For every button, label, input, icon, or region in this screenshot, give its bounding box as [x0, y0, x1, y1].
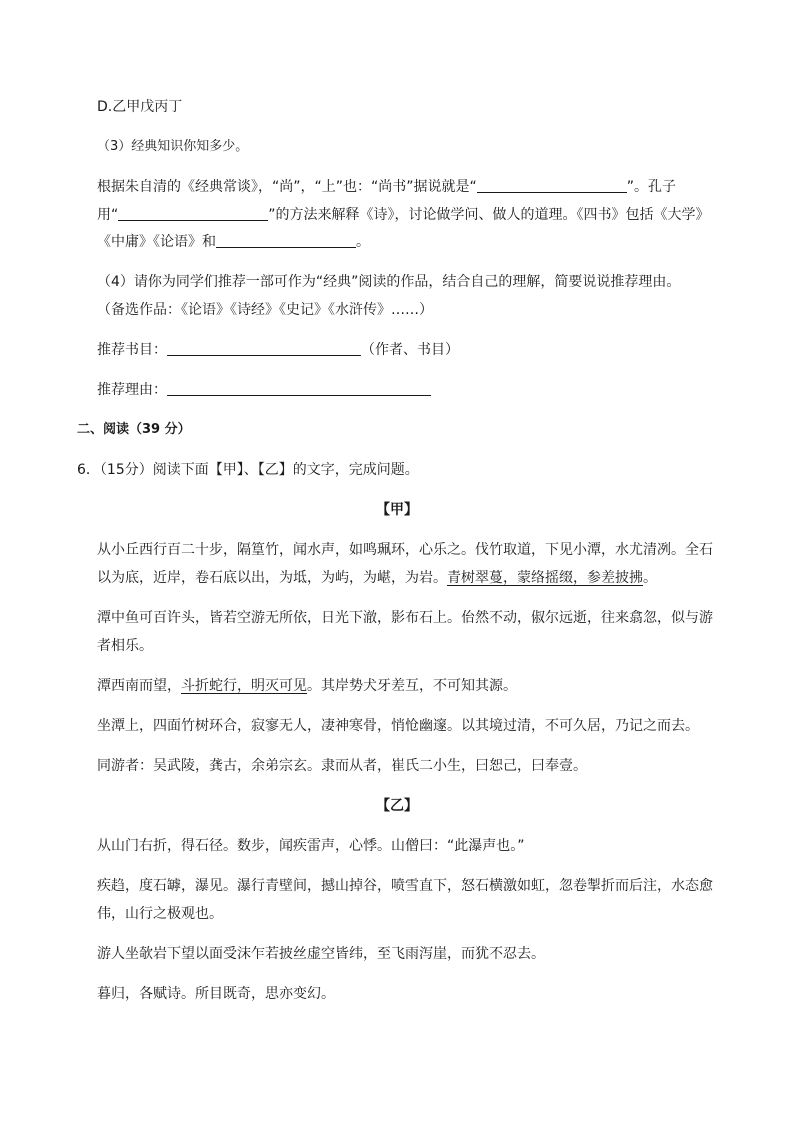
yi-p3: 游人坐欹岩下望以面受沫乍若披丝虚空皆纬，至飞雨泻崖，而犹不忍去。 — [97, 946, 545, 962]
answer-blank-book[interactable] — [167, 341, 361, 356]
book-label: 推荐书目： — [97, 342, 167, 358]
text: 以为底，近岸，卷石底以出，为坻，为屿，为嵁，为岩。 — [97, 570, 447, 586]
jia-p2-line-2: 者相乐。 — [97, 638, 153, 654]
text: 。 — [643, 570, 657, 586]
text: 用“ — [97, 207, 119, 223]
reason-label: 推荐理由： — [97, 382, 167, 398]
sub-question-3-line-2 — [97, 205, 710, 225]
answer-blank-reason[interactable] — [167, 381, 431, 396]
book-suffix: （作者、书目） — [361, 342, 459, 358]
text: 潭西南而望， — [97, 678, 181, 694]
sub-question-3-label: （3）经典知识你知多少。 — [97, 139, 249, 154]
section-title: 二、阅读（39 分） — [77, 422, 191, 437]
passage-jia-title: 【甲】 — [376, 502, 418, 518]
text: 根据朱自清的《经典常谈》，“尚”，“上”也：“尚书”据说就是“ — [97, 179, 477, 195]
text: 。其岸势犬牙差互，不可知其源。 — [307, 678, 517, 694]
yi-p4: 暮归，各赋诗。所目既奇，思亦变幻。 — [97, 986, 335, 1002]
text: 。 — [356, 234, 370, 250]
answer-blank-four-books[interactable] — [216, 233, 356, 248]
yi-p2-line-1: 疾趋，度石罅，瀑见。瀑行青壁间，撼山掉谷，喷雪直下，怒石横激如虹，忽卷掣折而后注，水态愈 — [97, 878, 713, 894]
sub-question-3-line-3 — [97, 232, 370, 252]
text: ”的方法来解释《诗》，讨论做学问、做人的道理。《四书》包括《大学》 — [268, 207, 710, 223]
jia-p1-line-1: 从小丘西行百二十步，隔篁竹，闻水声，如鸣珮环，心乐之。伐竹取道，下见小潭，水尤清冽。全石 — [97, 542, 713, 558]
answer-blank-shangshu[interactable] — [477, 178, 627, 193]
jia-p3 — [97, 676, 517, 696]
sub-question-4-line-2: （备选作品：《论语》《诗经》《史记》《水浒传》……） — [97, 302, 433, 318]
jia-p2-line-1: 潭中鱼可百许头，皆若空游无所依，日光下澈，影布石上。佁然不动，俶尔远逝，往来翕忽，似与游 — [97, 610, 713, 626]
underlined-sentence: 青树翠蔓，蒙络摇缀，参差披拂 — [447, 570, 643, 586]
text: ”。孔子 — [626, 179, 677, 195]
answer-blank-confucius-method[interactable] — [118, 206, 268, 221]
jia-p5: 同游者：吴武陵，龚古，余弟宗玄。隶而从者，崔氏二小生，曰恕己，曰奉壹。 — [97, 758, 587, 774]
sub-question-3-line-1 — [97, 177, 676, 197]
sub-question-4-line-1: （4）请你为同学们推荐一部可作为“经典”阅读的作品，结合自己的理解，简要说说推荐理由。 — [97, 274, 681, 290]
underlined-sentence: 斗折蛇行，明灭可见 — [181, 678, 307, 694]
option-d: D.乙甲戊丙丁 — [97, 99, 183, 115]
passage-yi-title: 【乙】 — [376, 798, 418, 814]
recommend-reason-line — [97, 380, 431, 400]
yi-p1: 从山门右折，得石径。数步，闻疾雷声，心悸。山僧曰：“此瀑声也。” — [97, 838, 525, 854]
jia-p4: 坐潭上，四面竹树环合，寂寥无人，凄神寒骨，悄怆幽邃。以其境过清，不可久居，乃记之而去。 — [97, 718, 699, 734]
question-6-stem: 6．（15分）阅读下面【甲】、【乙】的文字，完成问题。 — [77, 462, 419, 478]
recommend-book-line — [97, 340, 459, 360]
text: 《中庸》《论语》和 — [97, 234, 216, 250]
jia-p1-line-2 — [97, 568, 657, 588]
yi-p2-line-2: 伟，山行之极观也。 — [97, 906, 223, 922]
